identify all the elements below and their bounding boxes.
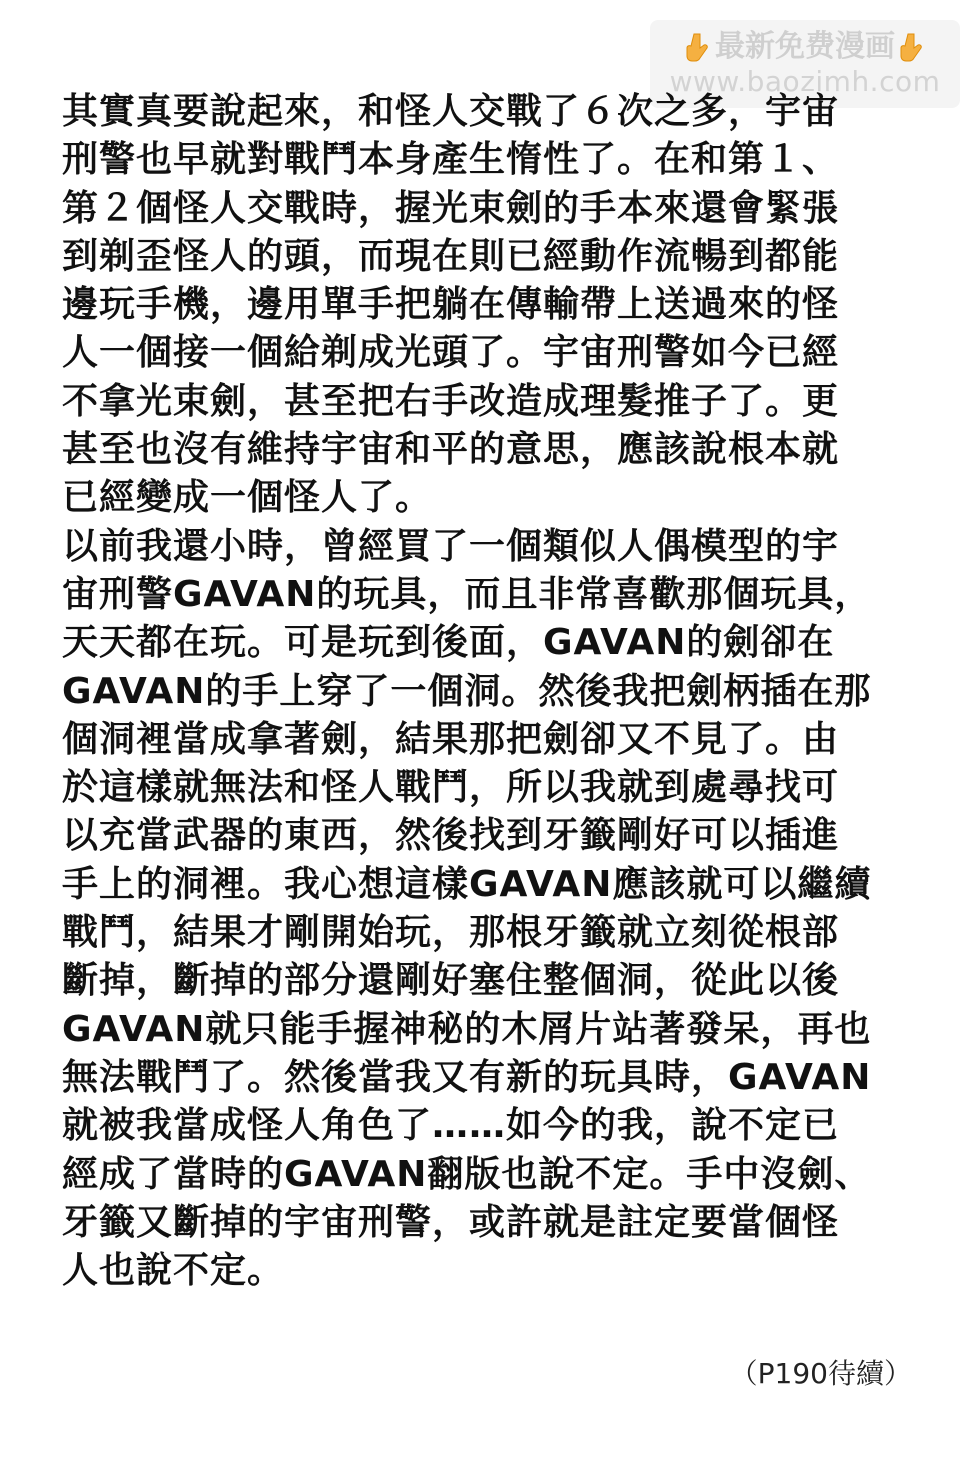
paragraph-1 [62, 88, 902, 523]
pointing-down-hand-icon [899, 32, 925, 62]
text-line: 天天都在玩。可是玩到後面，GAVAN的劍卻在 [62, 622, 835, 664]
text-line: GAVAN就只能手握神秘的木屑片站著發呆，再也 [62, 1008, 872, 1050]
text-line: 到剃歪怪人的頭，而現在則已經動作流暢到都能 [62, 235, 840, 277]
continued-note: （P190待續） [729, 1357, 912, 1390]
text-line: 不拿光束劍，甚至把右手改造成理髮推子了。更 [62, 380, 840, 422]
text-line: 已經變成一個怪人了。 [62, 477, 433, 519]
watermark-title: 最新免费漫画 [715, 29, 895, 64]
text-line: GAVAN的手上穿了一個洞。然後我把劍柄插在那 [62, 670, 872, 712]
text-line: 以充當武器的東西，然後找到牙籤剛好可以插進 [62, 815, 840, 857]
text-line: 刑警也早就對戰鬥本身產生惰性了。在和第１、 [62, 139, 840, 181]
text-line: 無法戰鬥了。然後當我又有新的玩具時，GAVAN [62, 1056, 872, 1098]
text-line: 就被我當成怪人角色了……如今的我，說不定已 [62, 1105, 840, 1147]
text-line: 經成了當時的GAVAN翻版也說不定。手中沒劍、 [62, 1153, 872, 1195]
watermark-url: www.baozimh.com [669, 65, 941, 98]
paragraph-2 [62, 523, 902, 1296]
text-line: 甚至也沒有維持宇宙和平的意思，應該說根本就 [62, 429, 840, 471]
text-line: 個洞裡當成拿著劍，結果那把劍卻又不見了。由 [62, 718, 840, 760]
text-line: 於這樣就無法和怪人戰鬥，所以我就到處尋找可 [62, 767, 840, 809]
watermark-title-row [664, 28, 946, 66]
text-line: 牙籤又斷掉的宇宙刑警，或許就是註定要當個怪 [62, 1201, 840, 1243]
text-line: 斷掉，斷掉的部分還剛好塞住整個洞，從此以後 [62, 960, 840, 1002]
text-line: 第２個怪人交戰時，握光束劍的手本來還會緊張 [62, 187, 840, 229]
text-line: 人一個接一個給剃成光頭了。宇宙刑警如今已經 [62, 332, 840, 374]
pointing-down-hand-icon [685, 32, 711, 62]
text-line: 人也說不定。 [62, 1250, 285, 1292]
text-line: 以前我還小時，曾經買了一個類似人偶模型的宇 [62, 525, 840, 567]
text-line: 其實真要說起來，和怪人交戰了６次之多，宇宙 [62, 91, 840, 132]
text-line: 戰鬥，結果才剛開始玩，那根牙籤就立刻從根部 [62, 912, 840, 954]
text-line: 宙刑警GAVAN的玩具，而且非常喜歡那個玩具， [62, 573, 872, 615]
page-body [62, 88, 902, 1295]
text-line: 手上的洞裡。我心想這樣GAVAN應該就可以繼續 [62, 863, 872, 905]
text-line: 邊玩手機，邊用單手把躺在傳輸帶上送過來的怪 [62, 284, 840, 326]
